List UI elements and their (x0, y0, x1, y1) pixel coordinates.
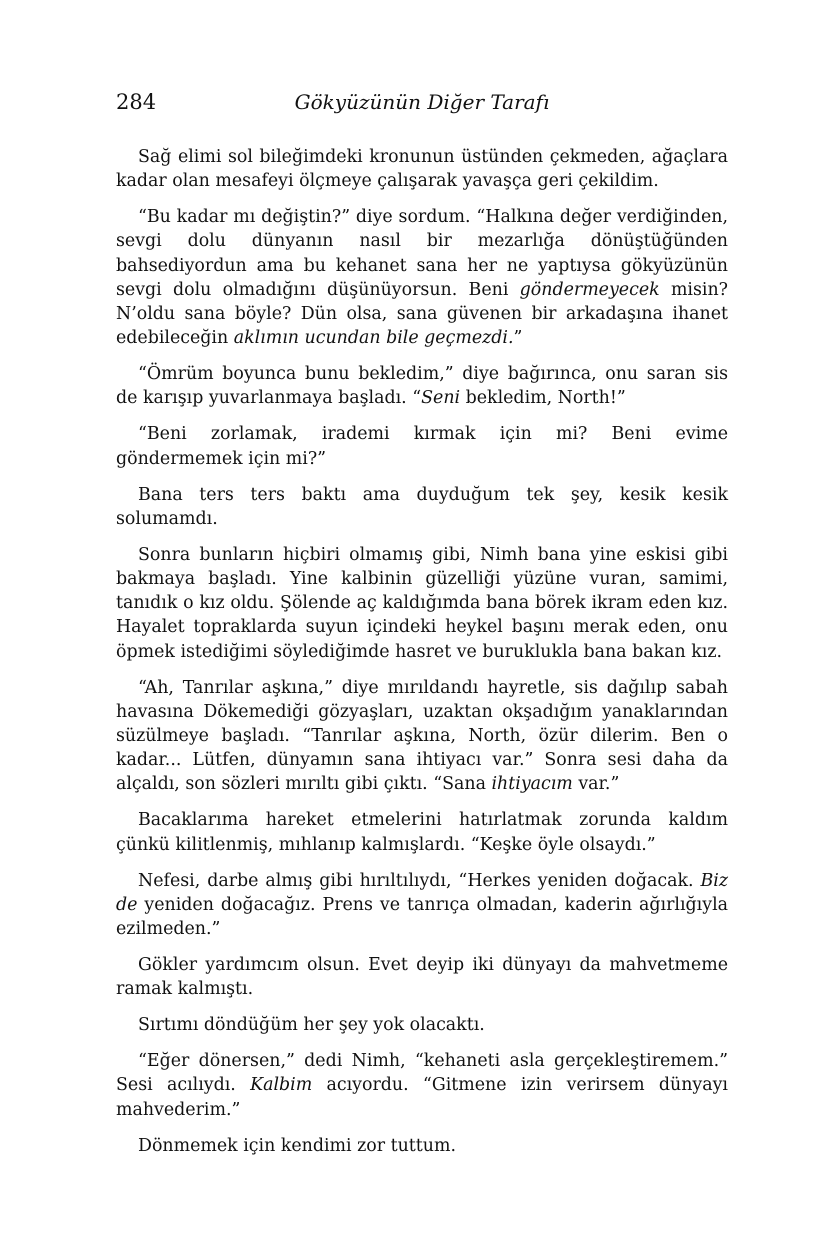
paragraph (116, 1049, 728, 1122)
text-run: “Ah, Tanrılar aşkına,” diye mırıldandı hayretle, sis dağılıp sabah havasına Dökemediği gözyaşları, uzaktan okşadığım yanaklarından süzülmeye başladı. “Tanrılar aşkına, North, özür dilerim. Ben o kadar... Lütfen, dünyamın sana ihtiyacı var.” Sonra sesi daha da alçaldı, son sözleri mırıltı gibi çıktı. “Sana (116, 677, 728, 795)
paragraph (116, 543, 728, 664)
paragraph (116, 808, 728, 856)
text-run: Nefesi, darbe almış gibi hırıltılıydı, “Herkes yeniden doğacak. (138, 870, 701, 891)
text-run: acıyordu. “Gitmene izin verirsem dünyayı mahvederim.” (116, 1075, 728, 1120)
paragraph (116, 422, 728, 470)
text-run: Sırtımı döndüğüm her şey yok olacaktı. (138, 1015, 485, 1036)
text-run: Gökler yardımcım olsun. Evet deyip iki dünyayı da mahvetmeme ramak kalmıştı. (116, 955, 728, 1000)
emphasis-text: göndermeyecek (519, 279, 660, 300)
emphasis-text: Seni (421, 388, 461, 409)
paragraph (116, 1013, 728, 1037)
paragraph (116, 676, 728, 797)
paragraph (116, 145, 728, 193)
paragraph (116, 205, 728, 350)
text-run: misin? N’oldu sana böyle? Dün olsa, sana güvenen bir arkadaşına ihanet edebileceğin (116, 279, 729, 349)
paragraph (116, 362, 728, 410)
emphasis-text: ihtiyacım (491, 774, 573, 795)
text-run: ” (513, 328, 523, 349)
running-title: Gökyüzünün Diğer Tarafı (294, 90, 550, 114)
paragraph (116, 953, 728, 1001)
emphasis-text: Kalbim (250, 1075, 313, 1096)
text-run: Bacaklarıma hareket etmelerini hatırlatmak zorunda kaldım çünkü kilitlenmiş, mıhlanıp kalmışlardı. “Keşke öyle olsaydı.” (116, 810, 728, 855)
paragraph (116, 483, 728, 531)
emphasis-text: aklımın ucundan bile geçmezdi. (233, 328, 514, 349)
page-number: 284 (116, 90, 157, 114)
text-run: “Beni zorlamak, irademi kırmak için mi? Beni evime göndermemek için mi?” (116, 424, 728, 469)
text-run: Bana ters ters baktı ama duyduğum tek şey, kesik kesik solumamdı. (116, 484, 728, 529)
page-header (116, 88, 728, 118)
text-run: “Ömrüm boyunca bunu bekledim,” diye bağırınca, onu saran sis de karışıp yuvarlanmaya başladı. “ (116, 364, 728, 409)
paragraph (116, 869, 728, 942)
body-text (116, 145, 728, 1170)
text-run: “Bu kadar mı değiştin?” diye sordum. “Halkına değer verdiğinden, sevgi dolu dünyanın nasıl bir mezarlığa dönüştüğünden bahsediyordun ama bu kehanet sana her ne yaptıysa gökyüzünün sevgi dolu olmadığını düşünüyorsun. Beni (116, 207, 728, 300)
text-run: “Eğer dönersen,” dedi Nimh, “kehaneti asla gerçekleştiremem.” Sesi acılıydı. (116, 1051, 728, 1096)
text-run: var.” (572, 774, 620, 795)
text-run: bekledim, North!” (460, 388, 626, 409)
paragraph (116, 1134, 728, 1158)
text-run: Sağ elimi sol bileğimdeki kronunun üstünden çekmeden, ağaçlara kadar olan mesafeyi ölçmeye çalışarak yavaşça geri çekildim. (116, 147, 728, 192)
text-run: Sonra bunların hiçbiri olmamış gibi, Nimh bana yine eskisi gibi bakmaya başladı. Yine kalbinin güzelliği yüzüne vuran, samimi, tanıdık o kız oldu. Şölende aç kaldığımda bana börek ikram eden kız. Hayalet topraklarda suyun içindeki heykel başını merak eden, onu öpmek istediğimi söylediğimde hasret ve buruklukla bana bakan kız. (116, 544, 728, 662)
text-run: Dönmemek için kendimi zor tuttum. (138, 1135, 456, 1156)
text-run: yeniden doğacağız. Prens ve tanrıça olmadan, kaderin ağırlığıyla ezilmeden.” (116, 894, 728, 940)
emphasis-text: Biz de (116, 870, 728, 915)
